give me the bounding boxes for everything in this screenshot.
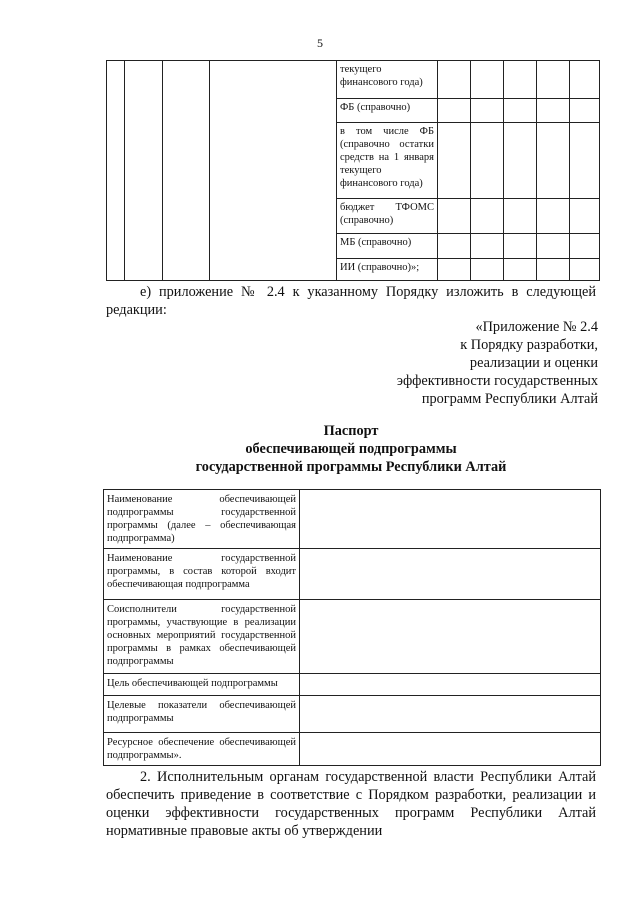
table-cell xyxy=(570,234,600,259)
table-cell xyxy=(471,199,504,234)
table-cell xyxy=(438,234,471,259)
table-row xyxy=(104,549,601,600)
table-cell xyxy=(570,199,600,234)
passport-field-label: Целевые показатели обеспечивающей подпрограммы xyxy=(104,696,300,733)
passport-field-label: Наименование обеспечивающей подпрограммы государственной программы (далее – обеспечивающая подпрограмма) xyxy=(104,490,300,549)
table-cell xyxy=(471,123,504,199)
passport-field-value xyxy=(300,674,601,696)
amendment-paragraph-e: е) приложение № 2.4 к указанному Порядку изложить в следующей редакции: xyxy=(106,284,596,318)
funding-source-label: МБ (справочно) xyxy=(337,234,438,259)
table-row xyxy=(104,674,601,696)
table-cell xyxy=(438,259,471,281)
table-cell xyxy=(570,259,600,281)
table-cell xyxy=(537,234,570,259)
passport-field-label: Ресурсное обеспечение обеспечивающей подпрограммы». xyxy=(104,733,300,766)
table-cell xyxy=(570,61,600,99)
funding-source-label: ИИ (справочно)»; xyxy=(337,259,438,281)
table-cell xyxy=(438,123,471,199)
funding-source-label: в том числе ФБ (справочно остатки средств на 1 января текущего финансового года) xyxy=(337,123,438,199)
table-cell xyxy=(471,259,504,281)
funding-source-label: текущего финансового года) xyxy=(337,61,438,99)
appendix-reference: «Приложение № 2.4 к Порядку разработки, реализации и оценки эффективности государственных программ Республики Алтай xyxy=(396,319,598,407)
table-cell xyxy=(438,61,471,99)
table-cell xyxy=(537,99,570,123)
table-cell xyxy=(163,61,210,281)
table-cell xyxy=(504,234,537,259)
table-cell xyxy=(504,123,537,199)
passport-table xyxy=(103,489,601,766)
table-cell xyxy=(210,61,337,281)
table-row xyxy=(104,600,601,674)
table-cell xyxy=(438,199,471,234)
passport-field-value xyxy=(300,549,601,600)
paragraph-2: 2. Исполнительным органам государственной власти Республики Алтай обеспечить приведение в соответствие с Порядком разработки, реализации и оценки эффективности государственных программ Республики Алтай нормативные правовые акты об утверждении xyxy=(106,769,596,839)
table-cell xyxy=(537,199,570,234)
page-number: 5 xyxy=(317,36,323,50)
table-cell xyxy=(125,61,163,281)
table-cell xyxy=(570,99,600,123)
funding-source-label: ФБ (справочно) xyxy=(337,99,438,123)
passport-field-value xyxy=(300,490,601,549)
table-cell xyxy=(537,61,570,99)
table-cell xyxy=(504,99,537,123)
table-cell xyxy=(438,99,471,123)
passport-field-label: Наименование государственной программы, в состав которой входит обеспечивающая подпрограмма xyxy=(104,549,300,600)
table-cell xyxy=(570,123,600,199)
table-row xyxy=(104,490,601,549)
table-cell xyxy=(471,61,504,99)
passport-field-value xyxy=(300,696,601,733)
passport-field-label: Соисполнители государственной программы, участвующие в реализации основных мероприятий государственной программы в рамках обеспечивающей подпрограммы xyxy=(104,600,300,674)
table-row xyxy=(104,696,601,733)
passport-field-label: Цель обеспечивающей подпрограммы xyxy=(104,674,300,696)
table-cell xyxy=(471,234,504,259)
funding-source-label: бюджет ТФОМС (справочно) xyxy=(337,199,438,234)
table-cell xyxy=(537,123,570,199)
table-cell xyxy=(537,259,570,281)
table-cell xyxy=(504,259,537,281)
table-cell xyxy=(504,61,537,99)
table-cell xyxy=(504,199,537,234)
table-cell xyxy=(107,61,125,281)
passport-field-value xyxy=(300,600,601,674)
table-row xyxy=(104,733,601,766)
passport-field-value xyxy=(300,733,601,766)
funding-table-fragment xyxy=(106,60,600,281)
table-cell xyxy=(471,99,504,123)
passport-title: Паспорт обеспечивающей подпрограммы государственной программы Республики Алтай xyxy=(195,423,507,475)
